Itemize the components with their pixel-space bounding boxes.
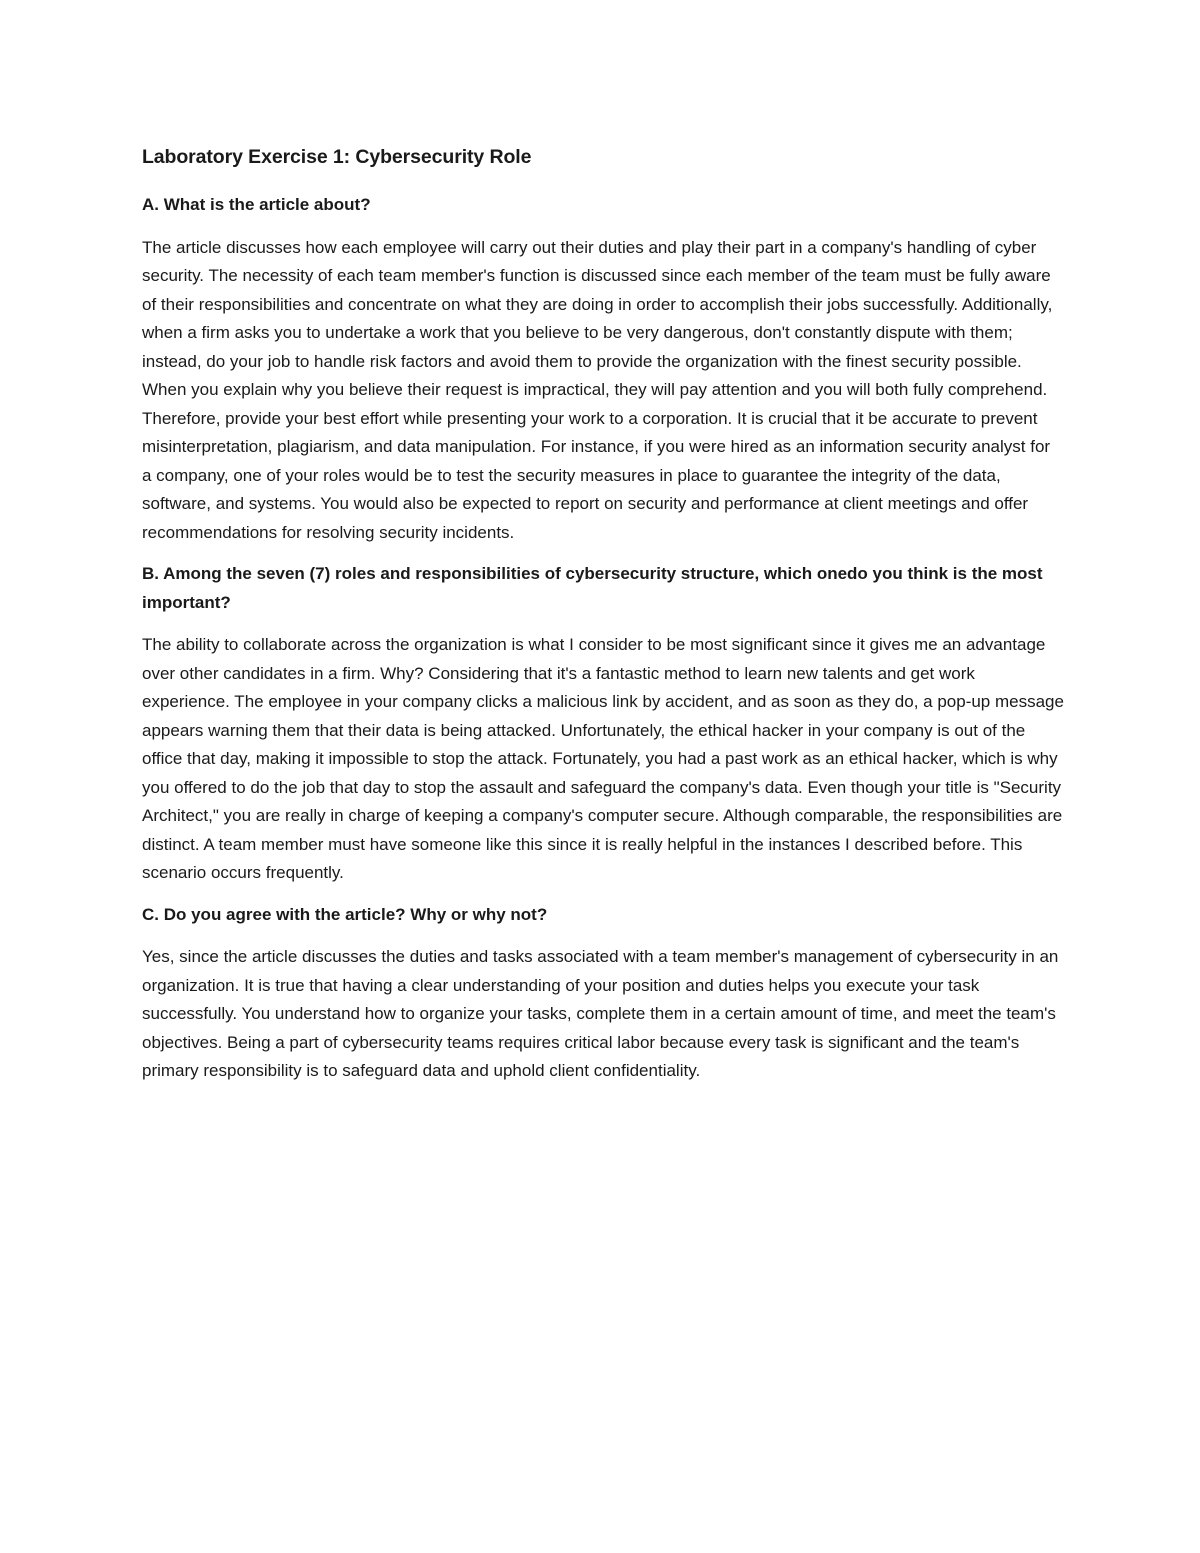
question-c: C. Do you agree with the article? Why or why not? (142, 904, 548, 924)
document-body (142, 140, 1064, 1099)
section-b (142, 560, 1064, 888)
answer-b: The ability to collaborate across the organization is what I consider to be most significant since it gives me an advantage over other candidates in a firm. Why? Considering that it's a fantastic method to learn new talents and get work experience. The employee in your company clicks a malicious link by accident, and as soon as they do, a pop-up message appears warning them that their data is being attacked. Unfortunately, the ethical hacker in your company is out of the office that day, making it impossible to stop the attack. Fortunately, you had a past work as an ethical hacker, which is why you offered to do the job that day to stop the assault and safeguard the company's data. Even though your title is "Security Architect," you are really in charge of keeping a company's computer secure. Although comparable, the responsibilities are distinct. A team member must have someone like this since it is really helpful in the instances I described before. This scenario occurs frequently. (142, 635, 1064, 882)
section-a (142, 191, 1064, 547)
question-a: A. What is the article about? (142, 195, 371, 214)
answer-a: The article discusses how each employee will carry out their duties and play their part in a company's handling of cyber security. The necessity of each team member's function is discussed since each member of the team must be fully aware of their responsibilities and concentrate on what they are doing in order to accomplish their jobs successfully. Additionally, when a firm asks you to undertake a work that you believe to be very dangerous, don't constantly dispute with them; instead, do your job to handle risk factors and avoid them to provide the organization with the finest security possible. When you explain why you believe their request is impractical, they will pay attention and you will both fully comprehend. Therefore, provide your best effort while presenting your work to a corporation. It is crucial that it be accurate to prevent misinterpretation, plagiarism, and data manipulation. For instance, if you were hired as an information security analyst for a company, one of your roles would be to test the security measures in place to guarantee the integrity of the data, software, and systems. You would also be expected to report on security and performance at client meetings and offer recommendations for resolving security incidents. (142, 237, 1053, 542)
question-b: B. Among the seven (7) roles and responsibilities of cybersecurity structure, which onedo you think is the most important? (142, 564, 1043, 612)
section-c (142, 901, 1064, 1086)
answer-c: Yes, since the article discusses the duties and tasks associated with a team member's management of cybersecurity in an organization. It is true that having a clear understanding of your position and duties helps you execute your task successfully. You understand how to organize your tasks, complete them in a certain amount of time, and meet the team's objectives. Being a part of cybersecurity teams requires critical labor because every task is significant and the team's primary responsibility is to safeguard data and uphold client confidentiality. (142, 947, 1059, 1080)
document-title: Laboratory Exercise 1: Cybersecurity Role (142, 146, 532, 168)
